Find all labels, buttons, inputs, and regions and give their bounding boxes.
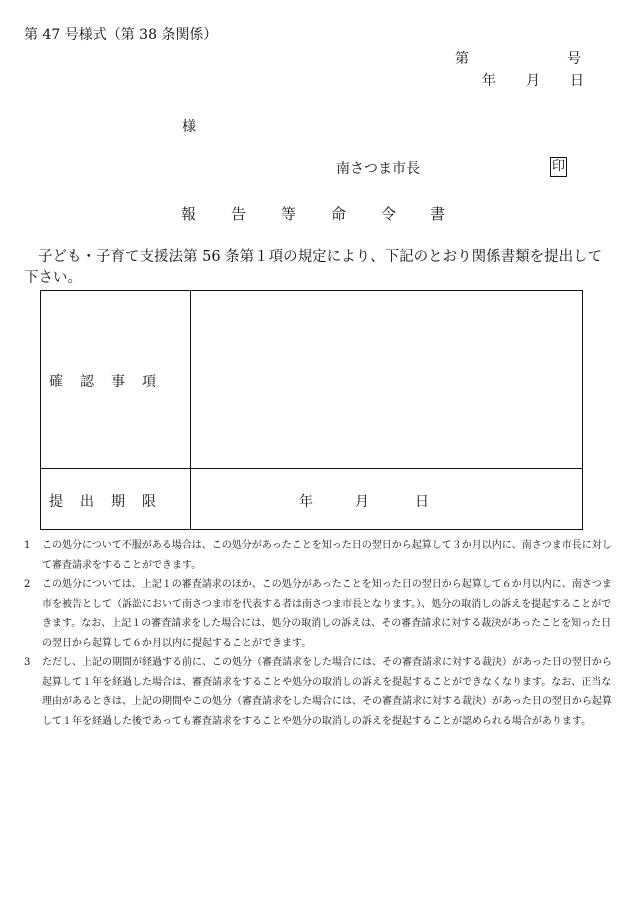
form-number: 第 47 号様式（第 38 条関係） [24,27,218,43]
issuer-name: 南さつま市長 [336,161,420,177]
note-item [24,536,614,575]
deadline-day: 日 [415,494,429,510]
title-char: 報 [181,205,197,223]
note-number: 1 [24,540,31,551]
deadline-year: 年 [299,494,313,510]
note-number: 3 [24,657,31,668]
note-number: 2 [24,579,31,590]
table-divider-vertical [190,291,191,529]
info-table [40,290,583,530]
notes-section [24,536,614,731]
date-day: 日 [570,73,584,89]
deadline-month: 月 [355,494,369,510]
note-item [24,653,614,731]
title-char: 等 [281,205,297,223]
number-prefix: 第 [455,51,469,67]
confirmation-items-label: 確認事項 [49,374,173,390]
seal-mark: 印 [550,157,567,177]
title-char: 書 [430,205,446,223]
note-text: ただし、上記の期間が経過する前に、この処分（審査請求をした場合には、その審査請求に対する裁決）があった日の翌日から起算して１年を経過した場合は、審査請求をすることや処分の取消しの訴えを提起することができなくなります。なお、正当な理由があるときは、上記の期間やこの処分（審査請求をした場合には、その審査請求に対する裁決）があった日の翌日から起算して１年を経過した後であっても審査請求をすることや処分の取消しの訴えを提起することが認められる場合があります。 [42,657,612,727]
deadline-label: 提出期限 [49,494,173,510]
title-char: 命 [331,205,347,223]
note-text: この処分について不服がある場合は、この処分があったことを知った日の翌日から起算して３か月以内に、南さつま市長に対して審査請求をすることができます。 [42,540,612,571]
addressee-honorific: 様 [182,119,196,135]
note-text: この処分については、上記１の審査請求のほか、この処分があったことを知った日の翌日から起算して６か月以内に、南さつま市を被告として（訴訟において南さつま市を代表する者は南さつま市長となります。）、処分の取消しの訴えを提起することができます。なお、上記１の審査請求をした場合には、処分の取消しの訴えは、その審査請求に対する裁決があったことを知った日の翌日から起算して６か月以内に提起することができます。 [42,579,612,649]
number-suffix: 号 [567,51,581,67]
title-char: 令 [381,205,397,223]
note-item [24,575,614,653]
date-month: 月 [526,73,540,89]
title-char: 告 [231,205,247,223]
date-year: 年 [482,73,496,89]
lead-paragraph: 子ども・子育て支援法第 56 条第１項の規定により、下記のとおり関係書類を提出して下さい。 [24,249,603,286]
table-divider-horizontal [41,468,582,469]
